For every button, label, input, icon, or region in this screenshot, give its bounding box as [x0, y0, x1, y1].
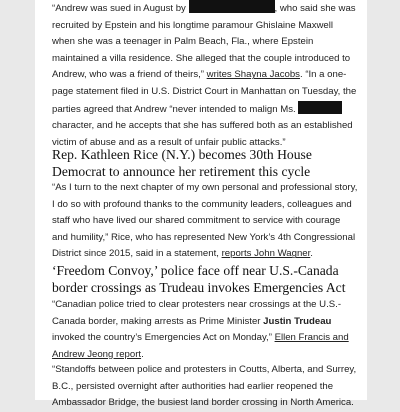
paragraph-canadian-police [52, 297, 358, 363]
text-span: invoked the country’s Emergencies Act on Monday,” [52, 332, 272, 344]
text-span: “Standoffs between police and protesters in Coutts, Alberta, and Surrey, B.C., persisted overnight after authorities had earlier reopened the Ambassador Bridge, the busiest land border crossing in North America. [52, 364, 357, 409]
link-shayna-jacobs[interactable]: writes Shayna Jacobs [206, 69, 300, 81]
redaction-bar [298, 101, 342, 114]
headline-freedom-convoy: ‘Freedom Convoy,’ police face off near U.S.-Canada border crossings as Trudeau invokes Emergencies Act [52, 263, 346, 295]
text-span: . [141, 348, 144, 360]
text-span: , who said she was recruited by Epstein and his longtime paramour Ghislaine Maxwell when she was a teenager in Palm Beach, Fla., where Epstein maintained a villa residence. She alleged that the couple introduced to Andrew, who was a friend of theirs,” [52, 3, 356, 81]
paragraph-standoffs [52, 362, 358, 412]
article-page [35, 0, 367, 409]
text-span: “Andrew was sued in August by [52, 3, 186, 14]
text-span: . [310, 248, 313, 260]
name-justin-trudeau: Justin Trudeau [263, 315, 332, 327]
text-span: character, and he accepts that she has suffered both as an established victim of abuse and as a result of unfair public attacks.” [52, 120, 353, 148]
paragraph-rice-statement [52, 180, 358, 263]
headline-kathleen-rice: Rep. Kathleen Rice (N.Y.) becomes 30th House Democrat to announce her retirement this cycle [52, 147, 312, 179]
paragraph-andrew-lawsuit [52, 0, 358, 151]
text-span: “As I turn to the next chapter of my own personal and professional story, I do so with profound thanks to the community leaders, colleagues and staff who have lived our shared commitment to service with courage and humility,” Rice, who has represented New York’s 4th Congressional District since 2015, said in a statement, [52, 182, 358, 260]
text-span: “Canadian police tried to clear protesters near crossings at the U.S.-Canada border, making arrests as Prime Minister [52, 299, 342, 327]
link-ellen-francis-andrew-jeong[interactable]: Ellen Francis and Andrew Jeong report [52, 332, 349, 360]
text-span: . “In a one-page statement filed in U.S. District Court in Manhattan on Tuesday, the parties agreed that Andrew “never intended to malign Ms. [52, 69, 357, 115]
link-john-wagner[interactable]: reports John Wagner [221, 248, 311, 260]
redaction-bar [189, 0, 275, 13]
